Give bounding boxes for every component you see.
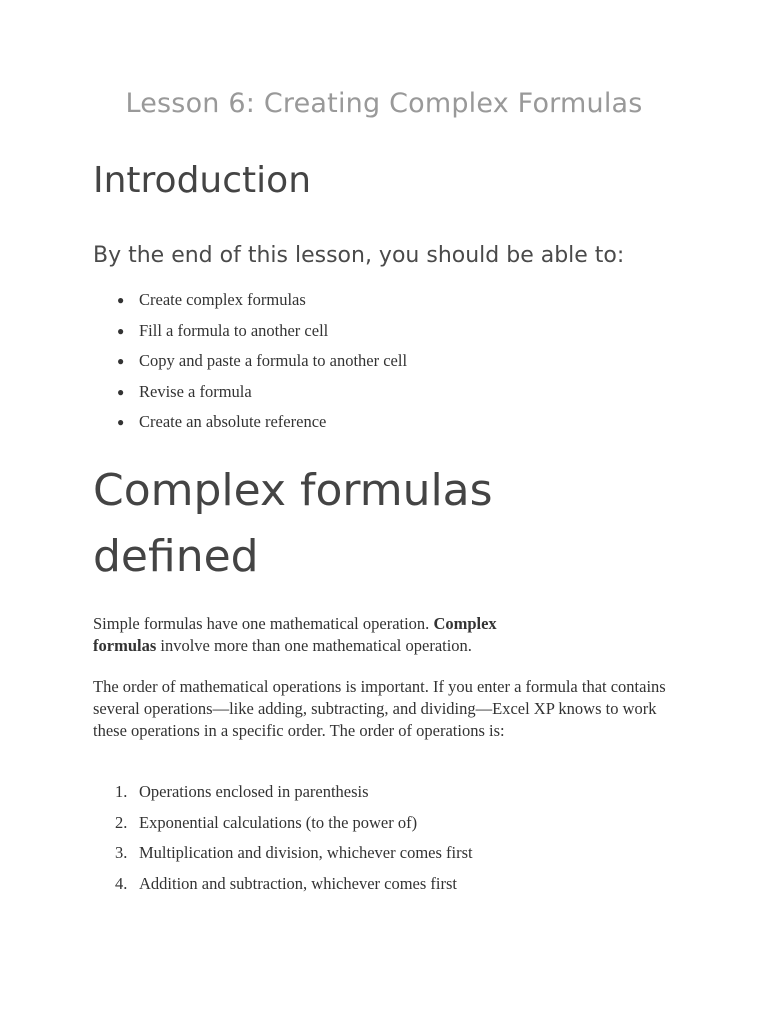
- list-item: [93, 809, 473, 840]
- introduction-heading: Introduction: [93, 160, 312, 201]
- objective-text: Copy and paste a formula to another cell: [139, 351, 408, 370]
- objective-text: Fill a formula to another cell: [139, 320, 329, 340]
- bullet-icon: ●: [117, 323, 125, 338]
- section-heading: Complex formulas defined: [93, 465, 493, 582]
- list-item: [93, 286, 407, 317]
- list-item-text: Exponential calculations (to the power of): [139, 812, 418, 832]
- list-item-text: Addition and subtraction, whichever comes first: [139, 873, 458, 893]
- bullet-icon: ●: [117, 415, 125, 429]
- list-item-text: Multiplication and division, whichever comes first: [139, 843, 473, 862]
- list-number: 2.: [115, 812, 128, 832]
- objectives-list: [93, 286, 407, 439]
- list-item: [93, 378, 407, 409]
- bold-term: Complex formulas: [93, 614, 497, 655]
- bullet-icon: ●: [117, 293, 125, 307]
- list-item: [93, 347, 407, 378]
- order-of-operations-list: [93, 778, 473, 900]
- list-number: 3.: [115, 843, 128, 862]
- objective-text: Revise a formula: [139, 381, 252, 401]
- introduction-lead: By the end of this lesson, you should be able to:: [93, 243, 625, 268]
- paragraph-text: Simple formulas have one mathematical operation.: [93, 614, 434, 633]
- paragraph-order-of-operations: The order of mathematical operations is important. If you enter a formula that contains several operations—like adding, subtracting, and dividing—Excel XP knows to work these operations in a specific order. The order of operations is:: [93, 677, 666, 740]
- document-title: Lesson 6: Creating Complex Formulas: [125, 88, 643, 119]
- list-number: 1.: [115, 782, 128, 801]
- objective-text: Create complex formulas: [139, 290, 306, 309]
- list-item: [93, 317, 407, 348]
- list-item: [93, 778, 473, 809]
- list-item: [93, 408, 407, 439]
- bullet-icon: ●: [117, 354, 125, 368]
- list-item: [93, 839, 473, 870]
- list-item: [93, 870, 473, 901]
- objective-text: Create an absolute reference: [139, 412, 327, 431]
- paragraph-text: involve more than one mathematical operation.: [156, 636, 472, 655]
- bullet-icon: ●: [117, 384, 125, 399]
- list-number: 4.: [115, 873, 128, 893]
- paragraph-simple-vs-complex: [93, 613, 563, 657]
- list-item-text: Operations enclosed in parenthesis: [139, 782, 369, 801]
